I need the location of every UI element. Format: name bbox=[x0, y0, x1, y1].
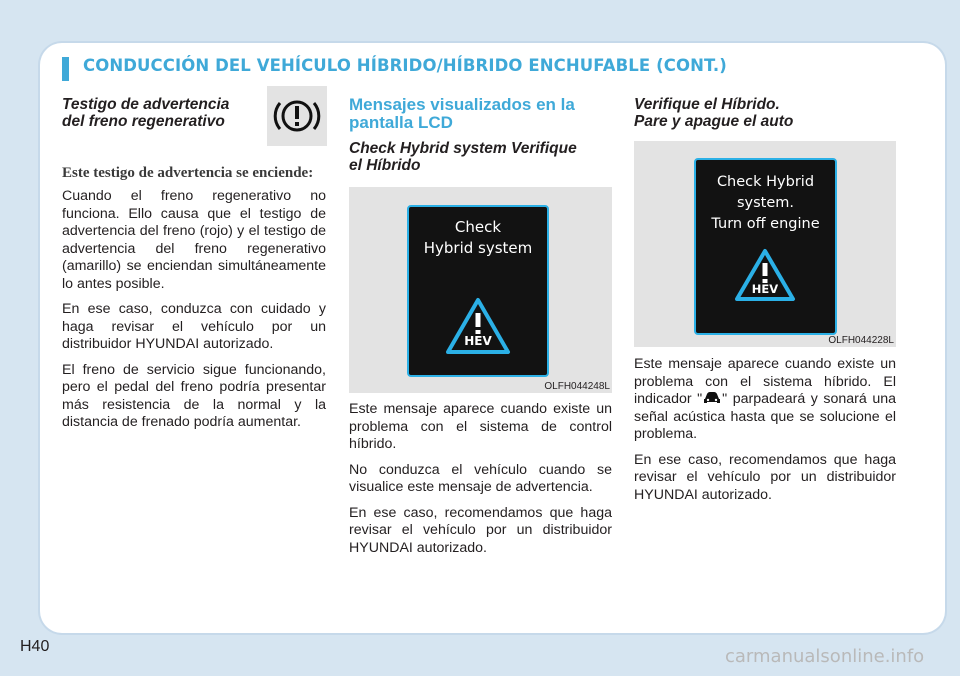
regen-brake-paragraph: El freno de servicio sigue funcionando, pero el pedal del freno podría presentar más resistencia de la normal y la distancia de frenado podría aumentar. bbox=[62, 361, 326, 430]
lcd-paragraph: En ese caso, recomendamos que haga revisar el vehículo por un distribuidor HYUNDAI autorizado. bbox=[349, 504, 612, 556]
hev-label: HEV bbox=[464, 334, 492, 348]
screen-text: Turn off engine bbox=[711, 216, 820, 232]
screen-text: system. bbox=[736, 195, 795, 211]
figure-code: OLFH044228L bbox=[828, 335, 894, 346]
regen-brake-lead: Este testigo de advertencia se enciende: bbox=[62, 165, 314, 181]
turn-off-paragraph: En ese caso, recomendamos que haga revisar el vehículo por un distribuidor HYUNDAI autorizado. bbox=[634, 451, 896, 503]
regen-brake-paragraph: En ese caso, conduzca con cuidado y haga revisar el vehículo por un distribuidor HYUNDAI autorizado. bbox=[62, 301, 326, 352]
lcd-section-title: Mensajes visualizados en la pantalla LCD bbox=[349, 95, 575, 132]
paragraph-text: " parpadeará y sonará una señal acústica hasta que se solucione el problema. bbox=[634, 391, 896, 442]
regen-brake-paragraph: Cuando el freno regenerativo no funciona. Ello causa que el testigo de advertencia del freno (rojo) y el testigo de advertencia del freno regenerativo (amarillo) se enciendan simultáneamente lo antes posible. bbox=[62, 188, 326, 292]
paragraph-text: Este mensaje aparece cuando existe un problema con el sistema híbrido. El indicador " bbox=[634, 356, 896, 407]
column-lcd-messages bbox=[349, 96, 612, 565]
lcd-paragraph: No conduzca el vehículo cuando se visualice este mensaje de advertencia. bbox=[349, 461, 612, 495]
turn-off-paragraph bbox=[634, 356, 896, 444]
page-number: H40 bbox=[20, 638, 50, 655]
column-turn-off bbox=[634, 96, 896, 512]
turn-off-title: Verifique el Híbrido. bbox=[634, 96, 780, 113]
car-indicator-icon bbox=[702, 391, 722, 405]
turn-off-title: Pare y apague el auto bbox=[634, 113, 794, 130]
page-header-title: CONDUCCIÓN DEL VEHÍCULO HÍBRIDO/HÍBRIDO ENCHUFABLE (CONT.) bbox=[83, 56, 727, 75]
figure-code: OLFH044248L bbox=[544, 381, 610, 392]
check-hybrid-subtitle: Check Hybrid system Verifique el Híbrido bbox=[349, 140, 577, 174]
header-accent-bar bbox=[62, 57, 69, 81]
screen-text: Check Hybrid bbox=[716, 174, 815, 190]
hev-warning-triangle-icon bbox=[734, 248, 796, 302]
screen-text: Hybrid system bbox=[423, 239, 533, 257]
lcd-figure-turn-off bbox=[634, 141, 896, 347]
lcd-screen bbox=[694, 158, 837, 335]
lcd-paragraph: Este mensaje aparece cuando existe un problema con el sistema de control híbrido. bbox=[349, 401, 612, 452]
regen-brake-title: Testigo de advertencia del freno regenerativo bbox=[62, 96, 230, 130]
column-regenerative-brake bbox=[62, 96, 326, 440]
lcd-screen bbox=[407, 205, 549, 377]
screen-text: Check bbox=[454, 218, 502, 236]
hev-warning-triangle-icon bbox=[445, 297, 511, 355]
hev-label: HEV bbox=[751, 282, 779, 296]
watermark: carmanualsonline.info bbox=[725, 646, 925, 667]
lcd-figure-check-hybrid bbox=[349, 187, 612, 393]
